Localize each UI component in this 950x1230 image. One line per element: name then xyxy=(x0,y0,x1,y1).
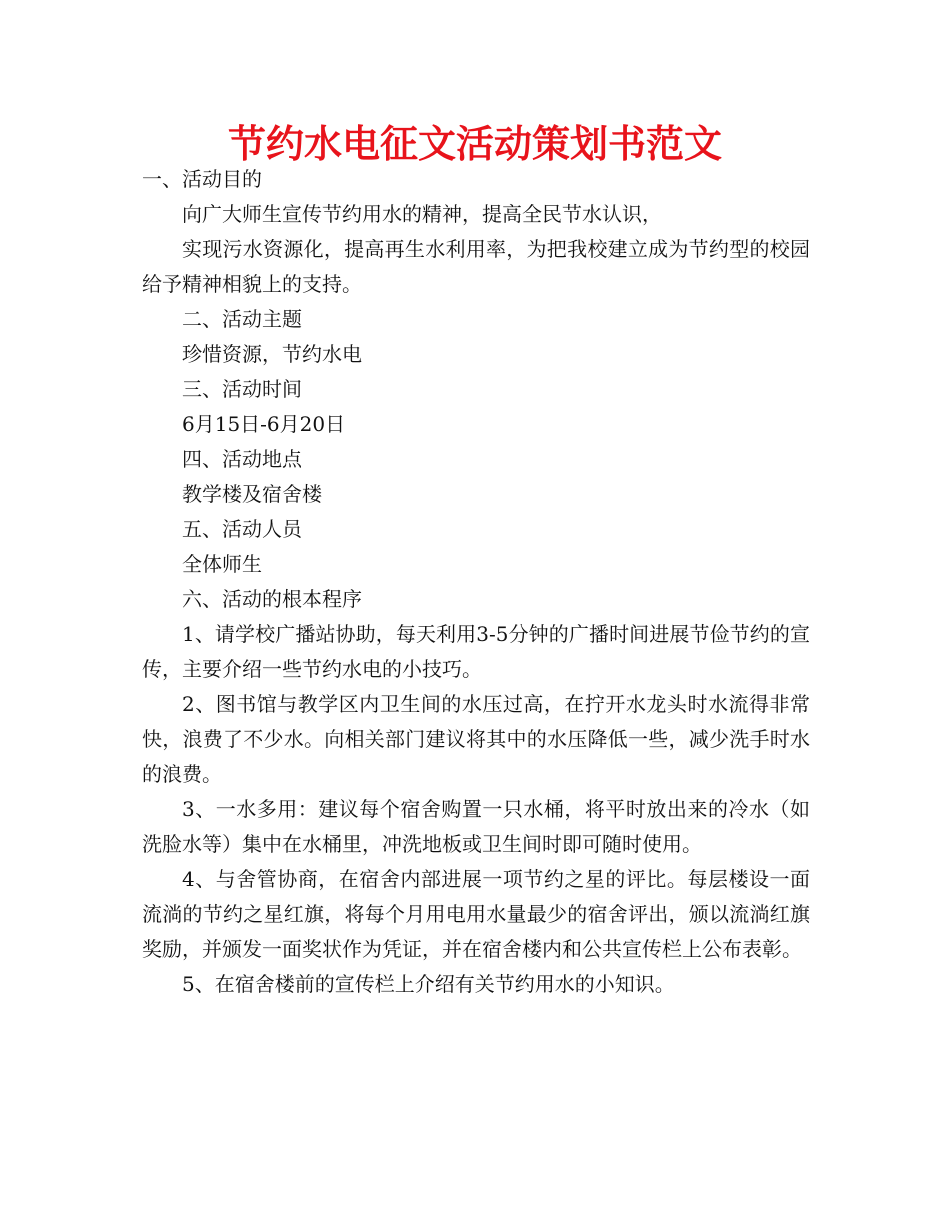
paragraph-purpose-1: 向广大师生宣传节约用水的精神，提高全民节水认识， xyxy=(182,202,662,226)
paragraph-purpose-2: 实现污水资源化，提高再生水利用率，为把我校建立成为节约型的校园给予精神相貌上的支持。 xyxy=(142,237,810,296)
paragraph-procedure-4: 4、与舍管协商，在宿舍内部进展一项节约之星的评比。每层楼设一面流淌的节约之星红旗，将每个月用电用水量最少的宿舍评出，颁以流淌红旗奖励，并颁发一面奖状作为凭证，并在宿舍楼内和公共宣传栏上公布表彰。 xyxy=(142,867,810,961)
paragraph-heading-theme: 二、活动主题 xyxy=(182,307,302,331)
paragraph-heading-participants: 五、活动人员 xyxy=(182,517,302,541)
paragraph-heading-purpose: 一、活动目的 xyxy=(142,167,262,191)
paragraph-theme: 珍惜资源，节约水电 xyxy=(182,342,362,366)
paragraph-heading-location: 四、活动地点 xyxy=(182,447,302,471)
paragraph-location: 教学楼及宿舍楼 xyxy=(182,482,322,506)
document-title: 节约水电征文活动策划书范文 xyxy=(227,122,722,166)
paragraph-procedure-3: 3、一水多用：建议每个宿舍购置一只水桶，将平时放出来的冷水（如洗脸水等）集中在水桶里，冲洗地板或卫生间时即可随时使用。 xyxy=(142,797,810,856)
paragraph-participants: 全体师生 xyxy=(182,552,262,576)
paragraph-procedure-5: 5、在宿舍楼前的宣传栏上介绍有关节约用水的小知识。 xyxy=(182,972,675,996)
paragraph-heading-time: 三、活动时间 xyxy=(182,377,302,401)
paragraph-procedure-1: 1、请学校广播站协助，每天利用3-5分钟的广播时间进展节俭节约的宣传，主要介绍一些节约水电的小技巧。 xyxy=(142,622,810,681)
paragraph-time: 6月15日-6月20日 xyxy=(182,412,346,436)
document-body xyxy=(142,162,810,1002)
paragraph-procedure-2: 2、图书馆与教学区内卫生间的水压过高，在拧开水龙头时水流得非常快，浪费了不少水。向相关部门建议将其中的水压降低一些，减少洗手时水的浪费。 xyxy=(142,692,810,786)
paragraph-heading-procedure: 六、活动的根本程序 xyxy=(182,587,362,611)
